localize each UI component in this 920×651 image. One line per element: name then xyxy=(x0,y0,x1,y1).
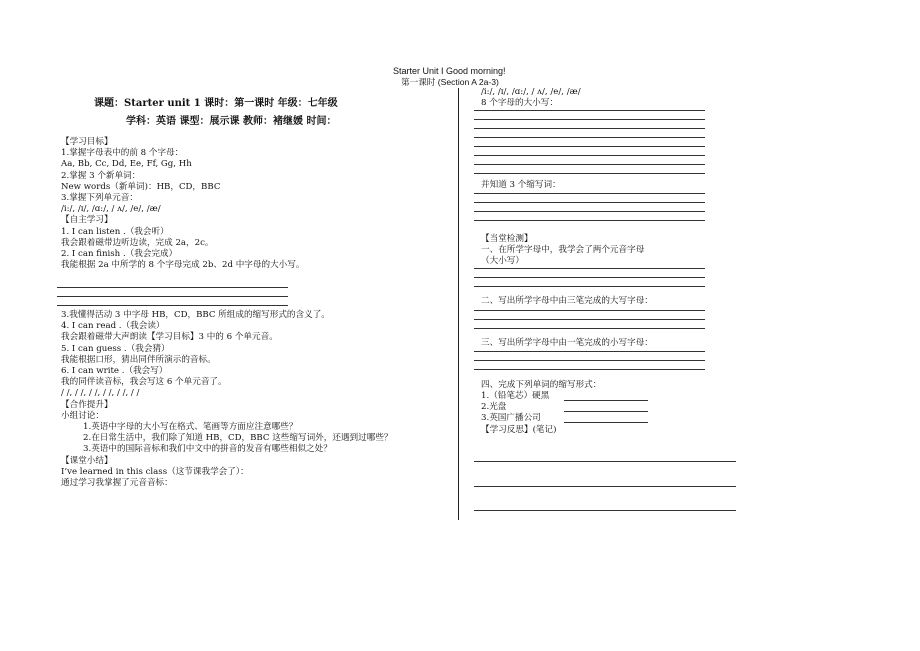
check-4: 四、完成下列单词的缩写形式： xyxy=(481,380,602,390)
page-subtitle: 第一课时 (Section A 2a-3) xyxy=(401,77,499,87)
self-3: 3.我懂得活动 3 中字母 HB，CD，BBC 所组成的缩写形式的含义了。 xyxy=(61,310,330,320)
answer-line xyxy=(474,119,705,120)
self-4-desc: 我会跟着磁带大声朗读【学习目标】3 中的 6 个单元音。 xyxy=(61,332,278,343)
answer-line xyxy=(57,305,288,306)
summary-heading: 【课堂小结】 xyxy=(61,455,113,466)
check-heading: 【当堂检测】 xyxy=(481,234,533,244)
self-6-desc: 我的同伴读音标，我会写这 6 个单元音了。 xyxy=(61,377,227,388)
answer-line xyxy=(474,155,705,156)
self-2-desc: 我能根据 2a 中所学的 8 个字母完成 2b、2d 中字母的大小写。 xyxy=(61,260,305,271)
goals-heading: 【学习目标】 xyxy=(61,137,113,147)
answer-line xyxy=(474,286,705,287)
left-column-lower xyxy=(61,310,393,489)
self-1: 1. I can listen .（我会听） xyxy=(61,226,169,237)
left-column xyxy=(61,137,304,271)
answer-line xyxy=(474,360,705,361)
goal-1: 1.掌握字母表中的前 8 个字母： xyxy=(61,148,184,159)
question-2: 2.在日常生活中，我们除了知道 HB，CD，BBC 这些缩写词外，还遇到过哪些？ xyxy=(83,433,393,444)
answer-line xyxy=(564,411,648,412)
answer-line xyxy=(474,173,705,174)
vowels-left: /i:/, /ɪ/, /ɑ:/, / ʌ/, /e/, /æ/ xyxy=(61,204,161,215)
group-discussion: 小组讨论： xyxy=(61,410,104,421)
coop-heading: 【合作提升】 xyxy=(61,399,113,410)
check-1-note: （大小写） xyxy=(481,256,524,266)
self-1-desc: 我会跟着磁带边听边读，完成 2a，2c。 xyxy=(61,237,214,248)
page-title: Starter Unit I Good morning! xyxy=(393,66,506,76)
answer-line xyxy=(474,319,705,320)
check-3: 三、写出所学字母中由一笔完成的小写字母： xyxy=(481,338,653,348)
goal-3: 3.掌握下列单元音： xyxy=(61,193,138,204)
answer-line xyxy=(474,310,705,311)
info-row-1: 课题：Starter unit 1 课时：第一课时 年级：七年级 xyxy=(94,98,338,109)
check-2: 二、写出所学字母中由三笔完成的大写字母： xyxy=(481,296,653,306)
self-2: 2. I can finish .（我会完成） xyxy=(61,249,178,260)
answer-line xyxy=(474,268,705,269)
answer-line xyxy=(474,146,705,147)
new-words: New words（新单词)：HB，CD，BBC xyxy=(61,181,221,192)
info-row-2: 学科：英语 课型：展示课 教师：褚继媛 时间： xyxy=(126,116,337,127)
learned-vowels: 通过学习我掌握了元音音标： xyxy=(61,478,173,489)
answer-line xyxy=(564,422,648,423)
answer-line xyxy=(474,277,705,278)
upper-lower-label: 8 个字母的大小写： xyxy=(481,98,558,108)
self-5: 5. I can guess .（我会猜） xyxy=(61,343,170,354)
word-2: 2.光盘 xyxy=(481,402,507,412)
self-4: 4. I can read .（我会读） xyxy=(61,321,165,332)
question-1: 1.英语中字母的大小写在格式、笔画等方面应注意哪些？ xyxy=(83,422,298,433)
answer-line xyxy=(57,296,288,297)
answer-line xyxy=(57,287,288,288)
answer-line xyxy=(474,137,705,138)
answer-line xyxy=(474,211,705,212)
answer-line xyxy=(474,193,705,194)
answer-line xyxy=(474,220,705,221)
answer-line xyxy=(474,461,736,462)
answer-line xyxy=(564,400,648,401)
vowel-slashes: / /, / /, / /, / /, / /, / / xyxy=(61,388,140,399)
answer-line xyxy=(474,510,736,511)
self-6: 6. I can write .（我会写） xyxy=(61,366,168,377)
learned: I’ve learned in this class（这节课我学会了）： xyxy=(61,466,249,477)
answer-line xyxy=(474,328,705,329)
word-3: 3.英国广播公司 xyxy=(481,413,541,423)
answer-line xyxy=(474,202,705,203)
answer-line xyxy=(474,369,705,370)
check-1: 一、在所学字母中，我学会了两个元音字母 xyxy=(481,245,645,255)
column-divider xyxy=(458,88,459,520)
question-3: 3.英语中的国际音标和我们中文中的拼音的发音有哪些相似之处？ xyxy=(83,444,332,455)
word-1: 1.（铅笔芯）硬黑 xyxy=(481,391,550,401)
goal-2: 2.掌握 3 个新单词： xyxy=(61,170,141,181)
vowels-right: /i:/, /ɪ/, /ɑ:/, / ʌ/, /e/, /æ/ xyxy=(481,87,581,97)
answer-line xyxy=(474,110,705,111)
answer-line xyxy=(474,351,705,352)
abbr-label: 并知道 3 个缩写词： xyxy=(481,180,561,190)
answer-line xyxy=(474,128,705,129)
answer-line xyxy=(474,486,736,487)
self-5-desc: 我能根据口形，猜出同伴所演示的音标。 xyxy=(61,354,216,365)
answer-line xyxy=(474,164,705,165)
letters: Aa, Bb, Cc, Dd, Ee, Ff, Gg, Hh xyxy=(61,159,192,170)
self-study-heading: 【自主学习】 xyxy=(61,215,113,226)
reflection-heading: 【学习反思】(笔记) xyxy=(481,425,557,435)
